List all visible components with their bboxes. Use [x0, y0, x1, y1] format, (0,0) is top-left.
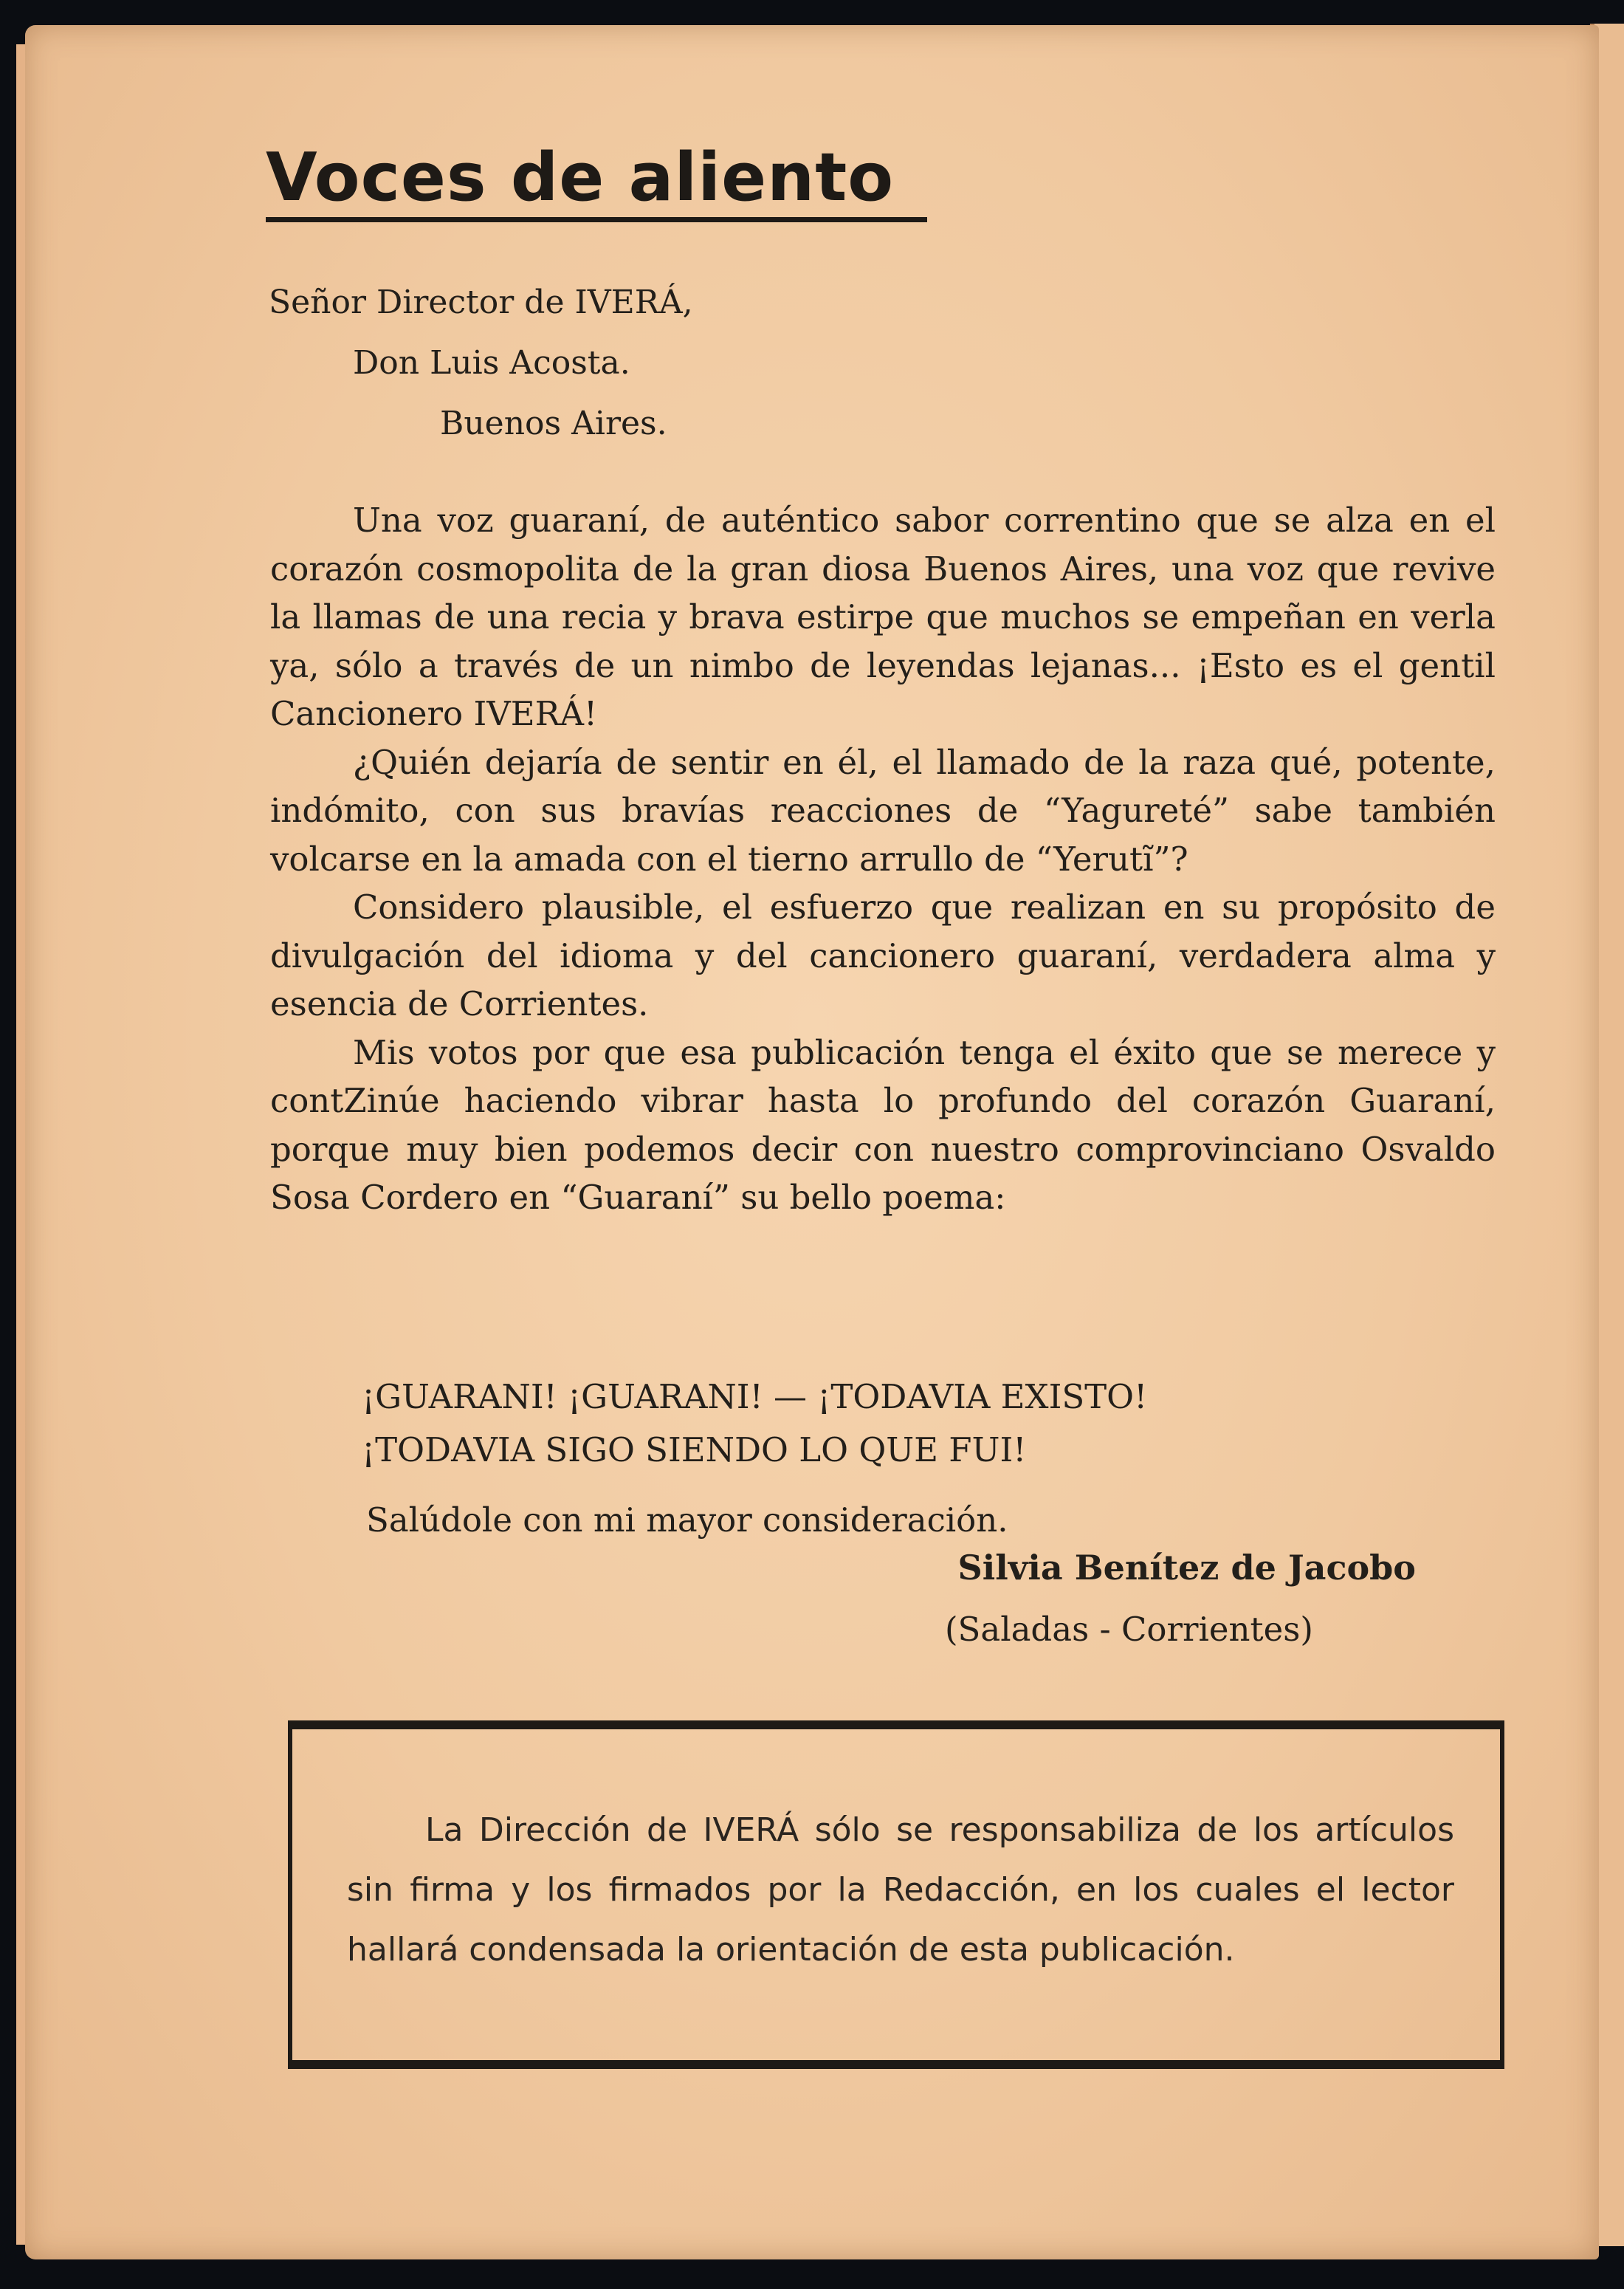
letter-body: [270, 496, 1496, 1222]
editorial-notice-box: [288, 1720, 1504, 2069]
salutation-line-3: Buenos Aires.: [440, 405, 667, 442]
salutation-line-1: Señor Director de IVERÁ,: [269, 284, 693, 321]
poem-quote: [362, 1370, 1147, 1477]
salutation-line-2: Don Luis Acosta.: [353, 344, 630, 382]
paragraph-3: Considero plausible, el esfuerzo que realizan en su propósito de divulgación del idioma y del cancionero guaraní, verdadera alma y esencia de Corrientes.: [270, 888, 1496, 1023]
paragraph-2: ¿Quién dejaría de sentir en él, el llamado de la raza qué, potente, indómito, con sus bravías reacciones de “Yagureté” sabe también volcarse en la amada con el tierno arrullo de “Yerutĩ”?: [270, 742, 1496, 879]
article-title: Voces de aliento: [266, 139, 895, 216]
paragraph-1: Una voz guaraní, de auténtico sabor correntino que se alza en el corazón cosmopolita de la gran diosa Buenos Aires, una voz que revive la llamas de una recia y brava estirpe que muchos se empeñan en verla ya, sólo a través de un nimbo de leyendas lejanas... ¡Esto es el gentil Cancionero IVERÁ!: [270, 501, 1496, 733]
signature-place: (Saladas - Corrientes): [945, 1610, 1313, 1649]
title-underline: [266, 217, 927, 222]
paragraph-4: Mis votos por que esa publicación tenga el éxito que se merece y contZinúe haciendo vibrar hasta lo profundo del corazón Guaraní, porque muy bien podemos decir con nuestro comprovinciano Osvaldo Sosa Cordero en “Guaraní” su bello poema:: [270, 1032, 1496, 1217]
poem-line-1: ¡GUARANI! ¡GUARANI! — ¡TODAVIA EXISTO!: [362, 1377, 1148, 1416]
poem-line-2: ¡TODAVIA SIGO SIENDO LO QUE FUI!: [362, 1430, 1027, 1469]
editorial-notice-text: La Dirección de IVERÁ sólo se responsabiliza de los artículos sin firma y los firmados por la Redacción, en los cuales el lector hallará condensada la orientación de esta publicación.: [347, 1811, 1454, 1969]
signature-name: Silvia Benítez de Jacobo: [957, 1548, 1416, 1588]
closing-line: Salúdole con mi mayor consideración.: [366, 1500, 1008, 1540]
